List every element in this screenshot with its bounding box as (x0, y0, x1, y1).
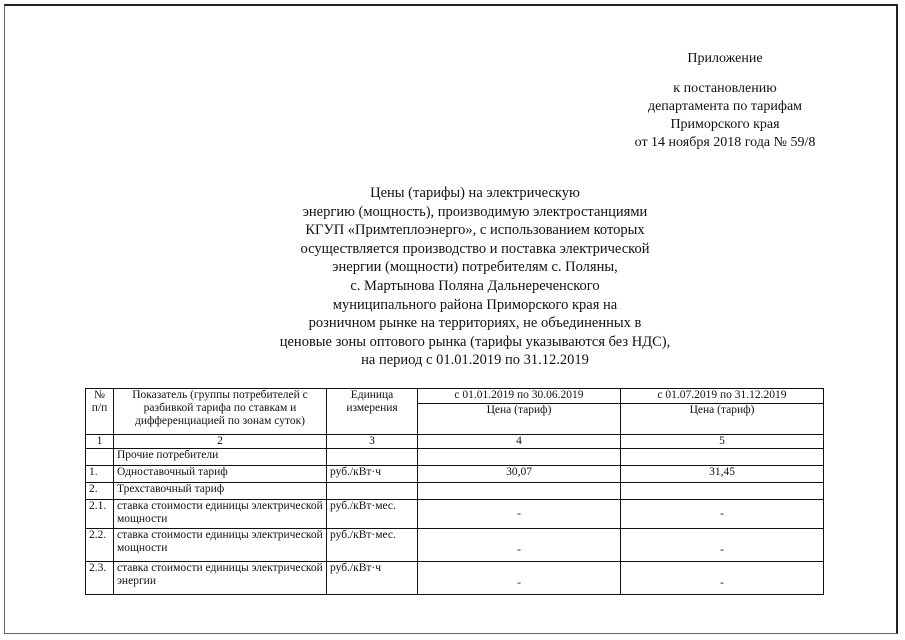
column-number-row (86, 435, 824, 449)
tariff-table (85, 388, 824, 595)
header-price-2: Цена (тариф) (621, 404, 824, 435)
row-num: 2.1. (86, 500, 114, 529)
row-name: ставка стоимости единицы электрической энергии (114, 562, 327, 595)
row-value-1: - (418, 529, 621, 562)
title-line: энергии (мощности) потребителям с. Поляны, (332, 259, 618, 276)
row-name: ставка стоимости единицы электрической мощности (114, 500, 327, 529)
column-number: 5 (621, 435, 824, 449)
title-line: энергию (мощность), производимую электростанциями (302, 203, 648, 220)
annex-block (560, 50, 890, 152)
column-number: 3 (327, 435, 418, 449)
row-unit: руб./кВт·мес. (327, 529, 418, 562)
row-value-1: 30,07 (418, 466, 621, 483)
annex-line: к постановлению (673, 81, 777, 96)
row-name: ставка стоимости единицы электрической мощности (114, 529, 327, 562)
row-num: 1. (86, 466, 114, 483)
title-line: Цены (тарифы) на электрическую (370, 185, 580, 201)
row-value-2: - (621, 529, 824, 562)
title-line: розничном рынке на территориях, не объединенных в (308, 315, 642, 332)
title-line: муниципального района Приморского края на (332, 296, 618, 313)
title-line: ценовые зоны оптового рынка (тарифы указываются без НДС), (279, 333, 671, 350)
row-value-1 (418, 483, 621, 500)
row-unit: руб./кВт·ч (327, 466, 418, 483)
document-title (150, 184, 800, 370)
group-label: Прочие потребители (114, 449, 327, 466)
column-number: 2 (114, 435, 327, 449)
table-row (86, 466, 824, 483)
table-header-row (86, 389, 824, 404)
annex-line: Приморского края (670, 117, 780, 132)
header-num: № п/п (86, 389, 114, 435)
row-value-2: - (621, 562, 824, 595)
row-value-2 (621, 483, 824, 500)
header-indicator: Показатель (группы потребителей с разбивкой тарифа по ставкам и дифференциацией по зонам суток) (114, 389, 327, 435)
title-line: осуществляется производство и поставка электрической (300, 240, 650, 257)
table-row (86, 529, 824, 562)
header-period-1: с 01.01.2019 по 30.06.2019 (418, 389, 621, 404)
row-value-1: - (418, 562, 621, 595)
row-name: Трехставочный тариф (114, 483, 327, 500)
group-row (86, 449, 824, 466)
row-value-2: - (621, 500, 824, 529)
annex-line: департамента по тарифам (647, 99, 803, 114)
header-period-2: с 01.07.2019 по 31.12.2019 (621, 389, 824, 404)
header-unit: Единица измерения (327, 389, 418, 435)
row-unit: руб./кВт·ч (327, 562, 418, 595)
row-num: 2.3. (86, 562, 114, 595)
row-num: 2. (86, 483, 114, 500)
column-number: 4 (418, 435, 621, 449)
title-line: на период с 01.01.2019 по 31.12.2019 (361, 352, 589, 369)
table-row (86, 483, 824, 500)
annex-heading: Приложение (687, 51, 763, 66)
title-line: с. Мартынова Поляна Дальнереченского (350, 277, 600, 294)
column-number: 1 (86, 435, 114, 449)
header-price-1: Цена (тариф) (418, 404, 621, 435)
title-line: КГУП «Примтеплоэнерго», с использованием которых (305, 222, 645, 239)
annex-line: от 14 ноября 2018 года № 59/8 (634, 135, 816, 150)
row-value-2: 31,45 (621, 466, 824, 483)
table-row (86, 500, 824, 529)
row-unit: руб./кВт·мес. (327, 500, 418, 529)
row-num: 2.2. (86, 529, 114, 562)
row-unit (327, 483, 418, 500)
row-value-1: - (418, 500, 621, 529)
table-row (86, 562, 824, 595)
row-name: Одноставочный тариф (114, 466, 327, 483)
